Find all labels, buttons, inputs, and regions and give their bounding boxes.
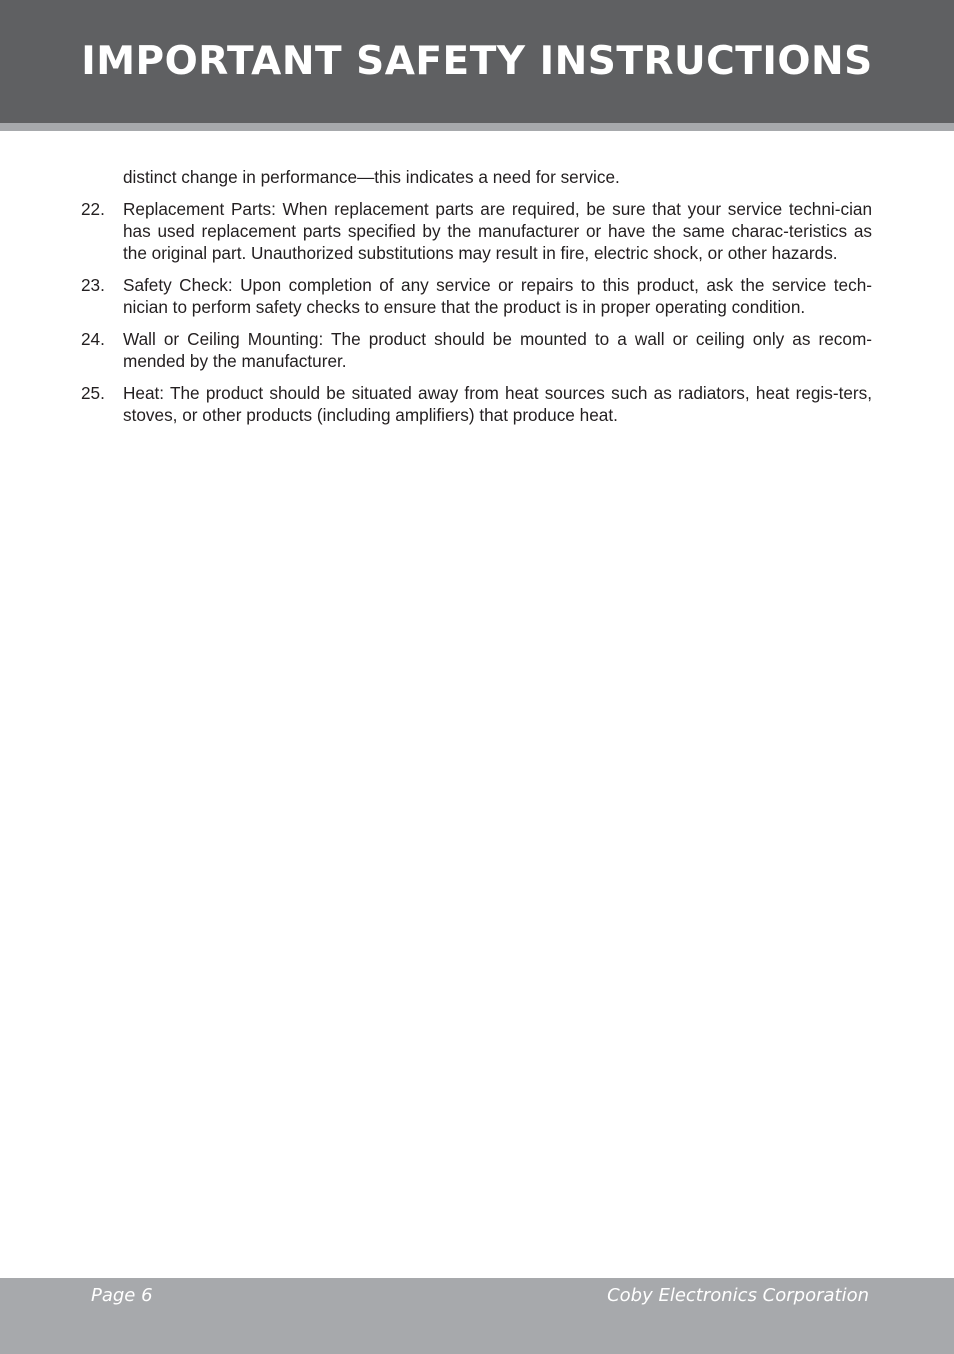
item-text: Safety Check: Upon completion of any service or repairs to this product, ask the service tech-nician to perform safety checks to ensure that the product is in proper operating condition.: [123, 275, 872, 317]
page-footer: [0, 1278, 954, 1354]
item-number: 22.: [81, 199, 105, 219]
list-item: [81, 328, 872, 372]
list-item: [81, 198, 872, 264]
item-number: 23.: [81, 275, 105, 295]
page-title: IMPORTANT SAFETY INSTRUCTIONS: [81, 39, 873, 84]
continued-instruction-text: distinct change in performance—this indicates a need for service.: [123, 167, 620, 187]
item-text: Wall or Ceiling Mounting: The product should be mounted to a wall or ceiling only as recom-mended by the manufacturer.: [123, 329, 872, 371]
page-number: Page 6: [91, 1285, 153, 1306]
instructions-list: [0, 166, 954, 436]
list-item: [81, 274, 872, 318]
page-header: [0, 0, 954, 123]
item-text: Heat: The product should be situated away from heat sources such as radiators, heat regis-ters, stoves, or other products (including amplifiers) that produce heat.: [123, 383, 872, 425]
item-text: Replacement Parts: When replacement parts are required, be sure that your service techni-cian has used replacement parts specified by the manufacturer or have the same charac-teristics as the original part. Unauthorized substitutions may result in fire, electric shock, or other hazards.: [123, 199, 872, 263]
list-item: [81, 382, 872, 426]
item-number: 25.: [81, 383, 105, 403]
item-number: 24.: [81, 329, 105, 349]
header-divider: [0, 123, 954, 131]
company-name: Coby Electronics Corporation: [607, 1285, 869, 1306]
